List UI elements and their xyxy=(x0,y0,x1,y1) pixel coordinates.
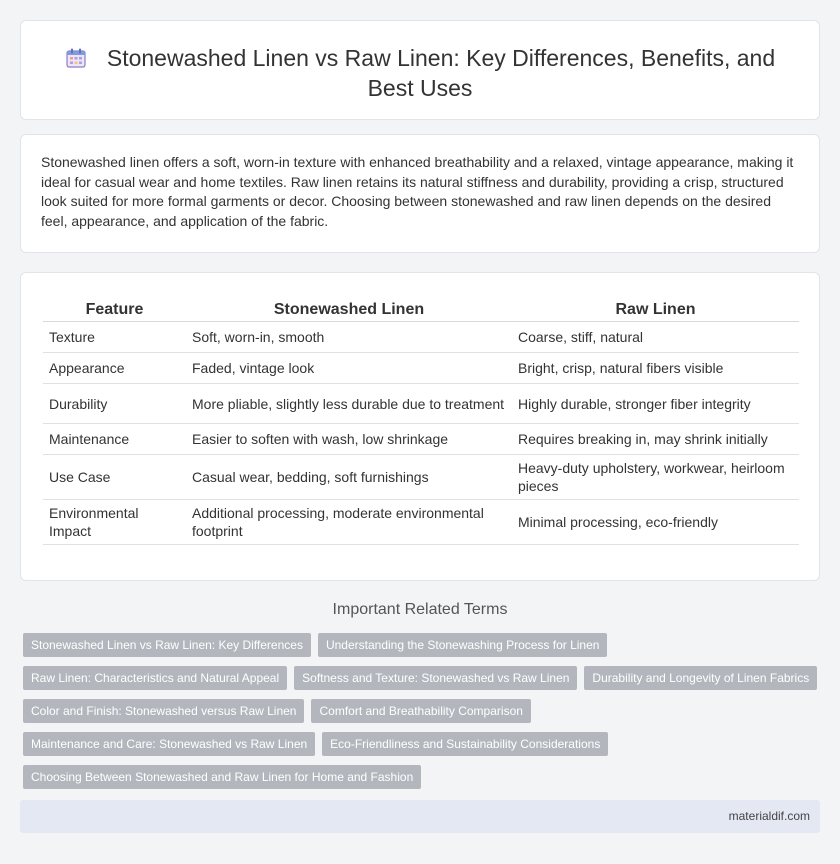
row-stonewashed: Additional processing, moderate environmental footprint xyxy=(186,500,512,545)
related-terms-list xyxy=(23,633,823,798)
row-raw: Highly durable, stronger fiber integrity xyxy=(512,384,799,424)
row-stonewashed: More pliable, slightly less durable due to treatment xyxy=(186,384,512,424)
row-raw: Minimal processing, eco-friendly xyxy=(512,500,799,545)
title-wrap xyxy=(61,43,779,103)
related-term-tag[interactable]: Maintenance and Care: Stonewashed vs Raw Linen xyxy=(23,732,315,756)
header-feature: Feature xyxy=(43,297,186,322)
footer-bar xyxy=(20,800,820,833)
row-stonewashed: Soft, worn-in, smooth xyxy=(186,322,512,353)
row-raw: Coarse, stiff, natural xyxy=(512,322,799,353)
table-header-row xyxy=(43,297,799,322)
table-row xyxy=(43,424,799,455)
comparison-card xyxy=(20,272,820,581)
tag-row xyxy=(23,699,823,723)
header-stonewashed: Stonewashed Linen xyxy=(186,297,512,322)
related-term-tag[interactable]: Eco-Friendliness and Sustainability Considerations xyxy=(322,732,608,756)
related-term-tag[interactable]: Durability and Longevity of Linen Fabrics xyxy=(584,666,817,690)
table-row xyxy=(43,455,799,500)
page-title xyxy=(61,43,779,103)
tag-row xyxy=(23,765,823,789)
row-feature: Durability xyxy=(43,384,186,424)
intro-card xyxy=(20,134,820,253)
row-stonewashed: Casual wear, bedding, soft furnishings xyxy=(186,455,512,500)
row-feature: Maintenance xyxy=(43,424,186,455)
row-raw: Bright, crisp, natural fibers visible xyxy=(512,353,799,384)
row-stonewashed: Easier to soften with wash, low shrinkage xyxy=(186,424,512,455)
row-raw: Requires breaking in, may shrink initially xyxy=(512,424,799,455)
table-row xyxy=(43,384,799,424)
related-term-tag[interactable]: Comfort and Breathability Comparison xyxy=(311,699,530,723)
related-term-tag[interactable]: Stonewashed Linen vs Raw Linen: Key Differences xyxy=(23,633,311,657)
table-row xyxy=(43,500,799,545)
footer-site-link[interactable]: materialdif.com xyxy=(728,809,810,823)
header-raw: Raw Linen xyxy=(512,297,799,322)
calendar-icon xyxy=(65,46,87,68)
table-row xyxy=(43,322,799,353)
row-feature: Texture xyxy=(43,322,186,353)
tag-row xyxy=(23,633,823,657)
related-term-tag[interactable]: Choosing Between Stonewashed and Raw Linen for Home and Fashion xyxy=(23,765,421,789)
row-raw: Heavy-duty upholstery, workwear, heirloom pieces xyxy=(512,455,799,500)
header-card xyxy=(20,20,820,120)
row-feature: Environmental Impact xyxy=(43,500,186,545)
comparison-table xyxy=(43,297,799,545)
row-stonewashed: Faded, vintage look xyxy=(186,353,512,384)
related-term-tag[interactable]: Softness and Texture: Stonewashed vs Raw Linen xyxy=(294,666,577,690)
row-feature: Use Case xyxy=(43,455,186,500)
intro-paragraph: Stonewashed linen offers a soft, worn-in texture with enhanced breathability and a relaxed, vintage appearance, making it ideal for casual wear and home textiles. Raw linen retains its natural stiffness and durability, providing a crisp, structured look suited for more formal garments or decor. Choosing between stonewashed and raw linen depends on the desired feel, appearance, and application of the fabric. xyxy=(41,154,794,229)
tag-row xyxy=(23,666,823,690)
table-row xyxy=(43,353,799,384)
row-feature: Appearance xyxy=(43,353,186,384)
related-term-tag[interactable]: Raw Linen: Characteristics and Natural Appeal xyxy=(23,666,287,690)
page-title-text: Stonewashed Linen vs Raw Linen: Key Differences, Benefits, and Best Uses xyxy=(106,45,776,101)
tag-row xyxy=(23,732,823,756)
related-terms-heading: Important Related Terms xyxy=(332,601,508,618)
related-term-tag[interactable]: Color and Finish: Stonewashed versus Raw Linen xyxy=(23,699,304,723)
related-term-tag[interactable]: Understanding the Stonewashing Process for Linen xyxy=(318,633,608,657)
